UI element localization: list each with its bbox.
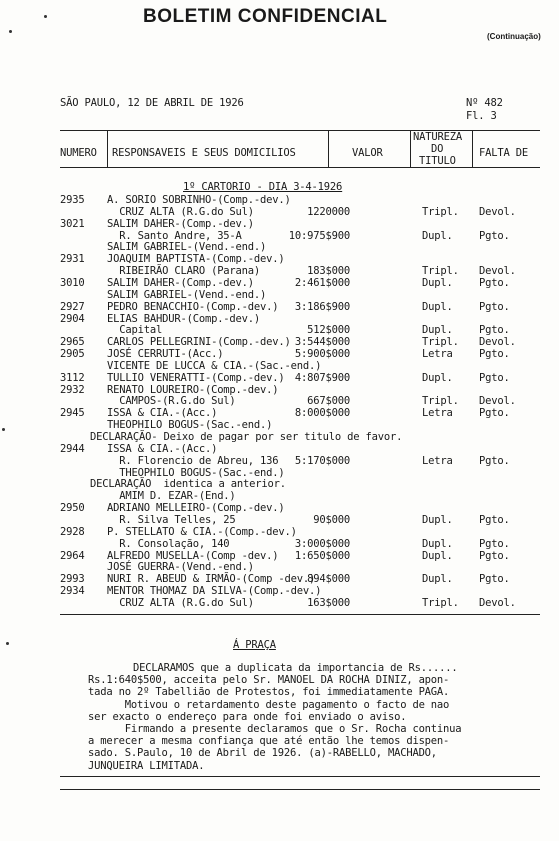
section-title: 1º CARTORIO - DIA 3-4-1926 — [183, 181, 343, 193]
row-valor: 1220000 — [307, 205, 350, 218]
table-row — [0, 443, 559, 455]
column-header-numero: NUMERO — [60, 147, 97, 159]
row-valor: 1:650$000 — [294, 549, 350, 562]
table-row — [0, 490, 559, 502]
row-number: 2934 — [60, 585, 85, 598]
praca-line: JUNQUEIRA LIMITADA. — [88, 759, 205, 772]
row-responsavel: RIBEIRÃO CLARO (Parana) — [107, 265, 261, 278]
table-row — [0, 206, 559, 218]
row-responsavel: SALIM GABRIEL-(Vend.-end.) — [107, 241, 267, 254]
row-falta: Devol. — [479, 205, 516, 218]
row-valor: 2:461$000 — [294, 276, 350, 289]
row-natureza: Letra — [422, 348, 453, 361]
row-responsavel: R. Santo Andre, 35-A — [107, 229, 242, 242]
table-row — [0, 372, 559, 384]
row-natureza: Tripl. — [422, 395, 459, 408]
praca-line: tada no 2º Tabellião de Protestos, foi immediatamente PAGA. — [88, 686, 450, 699]
praca-line: a merecer a mesma confiança que até então lhe temos dispen- — [88, 735, 450, 748]
row-number: 3021 — [60, 217, 85, 230]
row-number: 2932 — [60, 383, 85, 396]
row-responsavel: DECLARAÇÃO- Deixo de pagar por ser titulo de favor. — [90, 431, 403, 443]
row-responsavel: NURI R. ABEUD & IRMÃO-(Comp -dev.) — [107, 573, 316, 586]
page-mark — [9, 30, 12, 33]
row-responsavel: THEOPHILO BOGUS-(Sac.-end.) — [107, 466, 285, 479]
row-valor: 4:807$900 — [294, 371, 350, 384]
row-natureza: Tripl. — [422, 265, 459, 278]
row-responsavel: SALIM GABRIEL-(Vend.-end.) — [107, 288, 267, 301]
row-responsavel: JOAQUIM BAPTISTA-(Comp.-dev.) — [107, 253, 285, 266]
row-responsavel: DECLARAÇÃO identica a anterior. — [90, 478, 286, 491]
table-row — [0, 478, 559, 490]
table-row — [0, 194, 559, 206]
row-number: 2944 — [60, 442, 85, 455]
praca-line: Firmando a presente declaramos que o Sr. Rocha continua — [88, 723, 462, 735]
column-header-natureza-3: TITULO — [419, 155, 456, 167]
praca-line: Motivou o retardamento deste pagamento o facto de nao — [88, 698, 450, 711]
row-valor: 3:000$000 — [294, 537, 350, 550]
row-falta: Pgto. — [479, 276, 510, 289]
praca-line: Rs.1:640$500, acceita pelo Sr. MANOEL DA ROCHA DINIZ, apon- — [88, 674, 450, 687]
row-responsavel: Capital — [107, 324, 163, 337]
row-falta: Devol. — [479, 395, 516, 408]
row-responsavel: VICENTE DE LUCCA & CIA.-(Sac.-end.) — [107, 359, 322, 372]
table-row — [0, 502, 559, 514]
row-responsavel: ISSA & CIA.-(Acc.) — [107, 442, 218, 455]
table-row — [0, 336, 559, 348]
row-responsavel: CRUZ ALTA (R.G.do Sul) — [107, 596, 254, 609]
row-responsavel: CARLOS PELLEGRINI-(Comp.-dev.) — [107, 336, 291, 349]
column-header-natureza-1: NATUREZA — [413, 131, 462, 143]
row-natureza: Tripl. — [422, 596, 459, 609]
table-row — [0, 597, 559, 609]
row-falta: Pgto. — [479, 549, 510, 562]
table-row — [0, 253, 559, 265]
row-number: 2905 — [60, 348, 85, 361]
row-valor: 5:900$000 — [294, 348, 350, 361]
row-falta: Pgto. — [479, 348, 510, 361]
column-divider — [107, 130, 108, 167]
row-valor: 90$000 — [313, 513, 350, 526]
row-responsavel: CRUZ ALTA (R.G.do Sul) — [107, 205, 254, 218]
table-row — [0, 538, 559, 550]
table-bottom-rule — [60, 614, 540, 615]
bulletin-number: Nº 482 — [466, 97, 503, 109]
row-natureza: Dupl. — [422, 300, 453, 313]
row-falta: Pgto. — [479, 454, 510, 467]
row-natureza: Dupl. — [422, 549, 453, 562]
table-row — [0, 360, 559, 372]
row-responsavel: R. Florencio de Abreu, 136 — [107, 454, 279, 467]
row-responsavel: SALIM DAHER-(Comp.-dev.) — [107, 276, 254, 289]
table-header-rule — [60, 167, 540, 168]
row-valor: 8:000$000 — [294, 407, 350, 420]
table-top-rule — [60, 130, 540, 131]
row-natureza: Dupl. — [422, 513, 453, 526]
row-responsavel: R. Silva Telles, 25 — [107, 513, 236, 526]
table-row — [0, 561, 559, 573]
table-row — [0, 230, 559, 242]
table-row — [0, 395, 559, 407]
praca-heading: Á PRAÇA — [233, 639, 276, 651]
row-falta: Pgto. — [479, 229, 510, 242]
table-row — [0, 514, 559, 526]
praca-line: ser exacto o endereço para onde foi enviado o aviso. — [88, 710, 407, 723]
row-valor: 5:170$000 — [294, 454, 350, 467]
row-falta: Devol. — [479, 596, 516, 609]
row-number: 2927 — [60, 300, 85, 313]
row-number: 2993 — [60, 573, 85, 586]
table-row — [0, 277, 559, 289]
row-responsavel: JOSÉ GUERRA-(Vend.-end.) — [107, 561, 254, 574]
row-number: 2950 — [60, 502, 85, 515]
row-falta: Devol. — [479, 265, 516, 278]
row-falta: Pgto. — [479, 300, 510, 313]
row-number: 3112 — [60, 371, 85, 384]
row-falta: Pgto. — [479, 573, 510, 586]
row-natureza: Dupl. — [422, 537, 453, 550]
row-responsavel: PEDRO BENACCHIO-(Comp.-dev.) — [107, 300, 279, 313]
row-falta: Pgto. — [479, 513, 510, 526]
row-valor: 10:975$900 — [288, 229, 350, 242]
document-title: BOLETIM CONFIDENCIAL — [143, 6, 388, 27]
column-header-natureza-2: DO — [431, 143, 444, 155]
row-natureza: Dupl. — [422, 371, 453, 384]
table-row — [0, 265, 559, 277]
footer-rule — [60, 789, 540, 790]
table-row — [0, 348, 559, 360]
row-responsavel: R. Consolação, 140 — [107, 537, 230, 550]
row-number: 2964 — [60, 549, 85, 562]
row-valor: 894$000 — [307, 573, 350, 586]
column-header-valor: VALOR — [352, 147, 383, 159]
row-natureza: Letra — [422, 454, 453, 467]
praca-line: DECLARAMOS que a duplicata da importancia de Rs...... — [133, 662, 458, 674]
row-falta: Pgto. — [479, 537, 510, 550]
table-row — [0, 324, 559, 336]
row-number: 2904 — [60, 312, 85, 325]
row-responsavel: RENATO LOUREIRO-(Comp.-dev.) — [107, 383, 279, 396]
row-number: 3010 — [60, 276, 85, 289]
table-row — [0, 241, 559, 253]
table-row — [0, 407, 559, 419]
row-responsavel: ADRIANO MELLEIRO-(Comp.-dev.) — [107, 502, 285, 515]
table-row — [0, 526, 559, 538]
row-falta: Devol. — [479, 336, 516, 349]
row-responsavel: JOSÉ CERRUTI-(Acc.) — [107, 348, 224, 361]
row-number: 2931 — [60, 253, 85, 266]
table-row — [0, 431, 559, 443]
row-number: 2945 — [60, 407, 85, 420]
table-row — [0, 301, 559, 313]
row-natureza: Dupl. — [422, 276, 453, 289]
table-row — [0, 289, 559, 301]
row-number: 2935 — [60, 194, 85, 206]
row-responsavel: AMIM D. EZAR-(End.) — [107, 490, 236, 503]
column-header-falta: FALTA DE — [479, 147, 528, 159]
page-mark — [44, 15, 47, 18]
row-falta: Pgto. — [479, 371, 510, 384]
column-divider — [410, 130, 411, 167]
table-row — [0, 585, 559, 597]
row-valor: 163$000 — [307, 596, 350, 609]
row-responsavel: ALFREDO MUSELLA-(Comp -dev.) — [107, 549, 279, 562]
row-valor: 512$000 — [307, 324, 350, 337]
column-header-responsaveis: RESPONSAVEIS E SEUS DOMICILIOS — [112, 147, 296, 159]
place-date: SÃO PAULO, 12 DE ABRIL DE 1926 — [60, 97, 244, 109]
table-row — [0, 218, 559, 230]
row-falta: Pgto. — [479, 407, 510, 420]
column-divider — [328, 130, 329, 167]
row-natureza: Dupl. — [422, 229, 453, 242]
continuation-label: (Continuação) — [487, 32, 541, 41]
footer-rule — [60, 776, 540, 777]
row-responsavel: ELIAS BAHDUR-(Comp.-dev.) — [107, 312, 261, 325]
row-responsavel: THEOPHILO BOGUS-(Sac.-end.) — [107, 419, 273, 432]
table-row — [0, 313, 559, 325]
row-responsavel: P. STELLATO & CIA.-(Comp.-dev.) — [107, 525, 297, 538]
table-row — [0, 384, 559, 396]
column-divider — [472, 130, 473, 167]
sheet-number: Fl. 3 — [466, 110, 497, 122]
row-natureza: Dupl. — [422, 324, 453, 337]
row-responsavel: CAMPOS-(R.G.do Sul) — [107, 395, 236, 408]
row-natureza: Tripl. — [422, 205, 459, 218]
table-row — [0, 550, 559, 562]
table-row — [0, 467, 559, 479]
row-natureza: Letra — [422, 407, 453, 420]
praca-line: sado. S.Paulo, 10 de Abril de 1926. (a)-RABELLO, MACHADO, — [88, 747, 437, 760]
table-row — [0, 419, 559, 431]
row-valor: 3:544$000 — [294, 336, 350, 349]
row-number: 2928 — [60, 525, 85, 538]
row-responsavel: A. SORIO SOBRINHO-(Comp.-dev.) — [107, 194, 291, 206]
row-responsavel: ISSA & CIA.-(Acc.) — [107, 407, 218, 420]
table-row — [0, 455, 559, 467]
row-valor: 183$000 — [307, 265, 350, 278]
row-responsavel: MENTOR THOMAZ DA SILVA-(Comp.-dev.) — [107, 585, 322, 598]
table-row — [0, 573, 559, 585]
page-mark — [6, 642, 9, 645]
row-natureza: Tripl. — [422, 336, 459, 349]
row-natureza: Dupl. — [422, 573, 453, 586]
row-valor: 667$000 — [307, 395, 350, 408]
row-responsavel: SALIM DAHER-(Comp.-dev.) — [107, 217, 254, 230]
row-valor: 3:186$900 — [294, 300, 350, 313]
row-number: 2965 — [60, 336, 85, 349]
row-falta: Pgto. — [479, 324, 510, 337]
row-responsavel: TULLIO VENERATTI-(Comp.-dev.) — [107, 371, 285, 384]
